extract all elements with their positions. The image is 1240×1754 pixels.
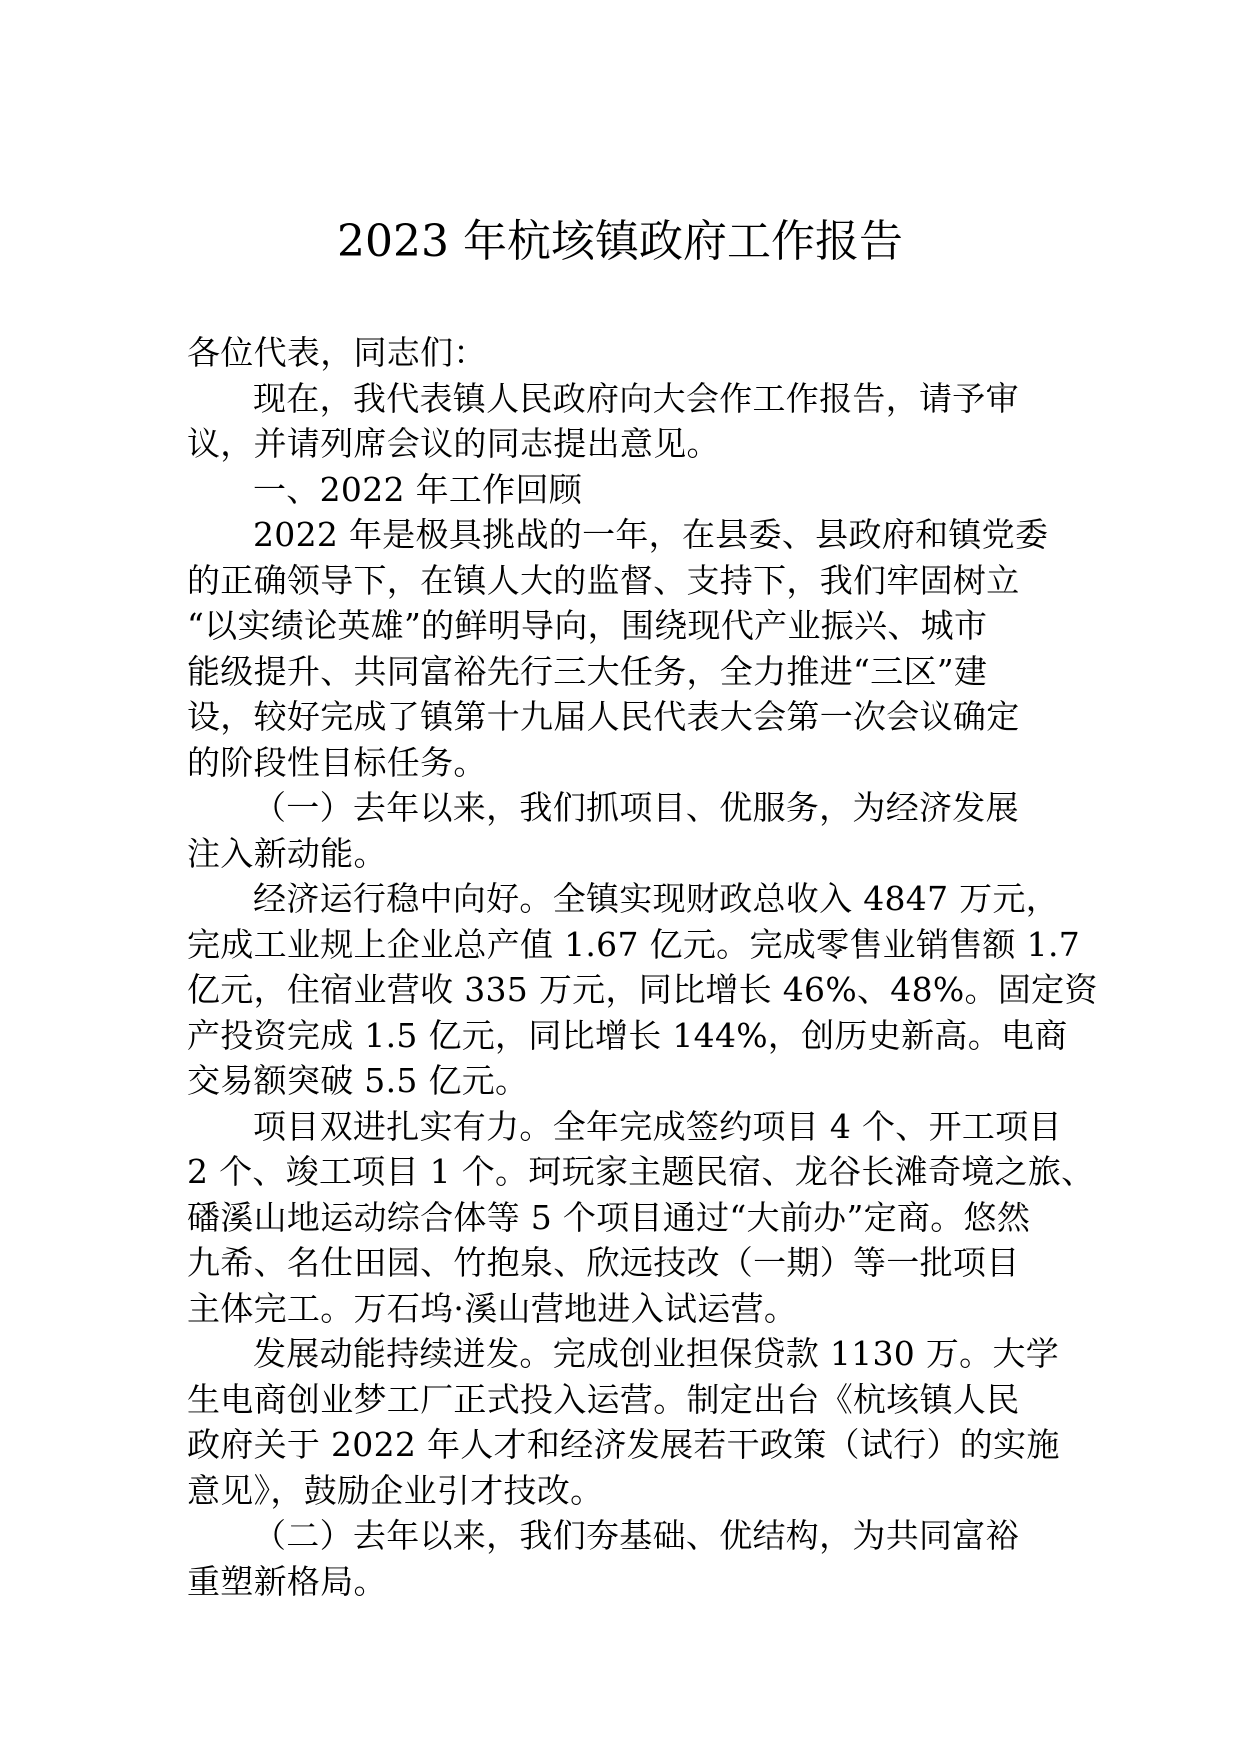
paragraph-line: 的阶段性目标任务。 [187,742,487,782]
paragraph-line: 的正确领导下，在镇人大的监督、支持下，我们牢固树立 [187,560,1020,600]
subsection-heading-continued: 重塑新格局。 [187,1561,387,1601]
salutation-line: 各位代表，同志们： [187,333,487,372]
page-title: 2023 年杭垓镇政府工作报告 [337,216,903,267]
paragraph-line: 设，较好完成了镇第十九届人民代表大会第一次会议确定 [187,697,1020,736]
document-body [187,330,1098,1604]
subsection-heading-continued: 注入新动能。 [187,833,387,873]
paragraph-line: 完成工业规上企业总产值 1.67 亿元。完成零售业销售额 1.7 [187,924,1081,964]
paragraph-line: 九希、名仕田园、竹抱泉、欣远技改（一期）等一批项目 [187,1243,1020,1282]
section-heading: 一、2022 年工作回顾 [253,469,583,509]
paragraph-line: 亿元，住宿业营收 335 万元，同比增长 46%、48%。固定资 [187,970,1098,1009]
paragraph-line: 项目双进扎实有力。全年完成签约项目 4 个、开工项目 [253,1106,1062,1146]
paragraph-line: “以实绩论英雄”的鲜明导向，围绕现代产业振兴、城市 [187,606,988,645]
subsection-heading: （二）去年以来，我们夯基础、优结构，为共同富裕 [253,1516,1019,1555]
paragraph-line: 发展动能持续迸发。完成创业担保贷款 1130 万。大学 [253,1334,1060,1373]
paragraph-line: 2 个、竣工项目 1 个。珂玩家主题民宿、龙谷长滩奇境之旅、 [187,1152,1095,1191]
paragraph-line: 主体完工。万石坞·溪山营地进入试运营。 [187,1288,798,1328]
paragraph-line: 议，并请列席会议的同志提出意见。 [187,424,720,463]
paragraph-line: 经济运行稳中向好。全镇实现财政总收入 4847 万元， [253,879,1060,918]
paragraph-line: 磻溪山地运动综合体等 5 个项目通过“大前办”定商。悠然 [187,1197,1031,1237]
paragraph-line: 交易额突破 5.5 亿元。 [187,1061,529,1100]
paragraph-line: 生电商创业梦工厂正式投入运营。制定出台《杭垓镇人民 [187,1379,1020,1419]
paragraph-line: 政府关于 2022 年人才和经济发展若干政策（试行）的实施 [187,1425,1060,1464]
paragraph-line: 意见》，鼓励企业引才技改。 [187,1470,604,1510]
subsection-heading: （一）去年以来，我们抓项目、优服务，为经济发展 [253,788,1019,827]
paragraph-line: 能级提升、共同富裕先行三大任务，全力推进“三区”建 [187,651,988,691]
paragraph-line: 现在，我代表镇人民政府向大会作工作报告，请予审 [253,378,1019,418]
paragraph-line: 产投资完成 1.5 亿元，同比增长 144%，创历史新高。电商 [187,1015,1068,1055]
paragraph-line: 2022 年是极具挑战的一年，在县委、县政府和镇党委 [253,515,1049,554]
